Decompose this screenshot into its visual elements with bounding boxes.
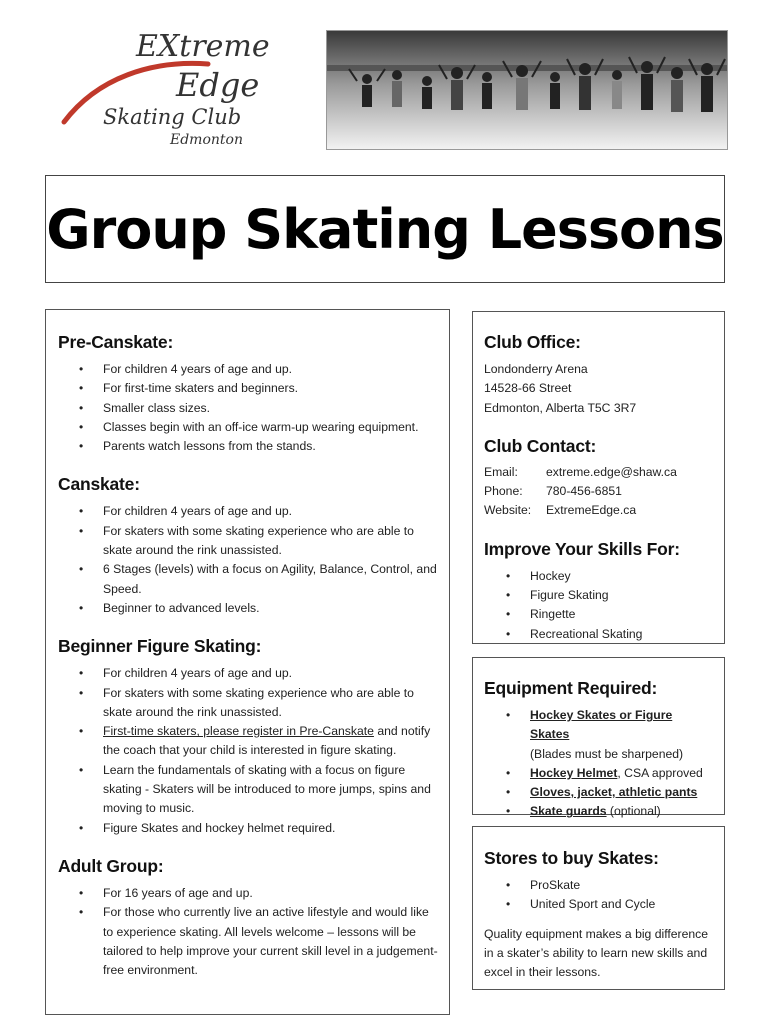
register-notice-rest: and notify the coach that your child is interested in figure skating. — [103, 724, 431, 758]
phone-number: 780-456-6851 — [546, 484, 622, 499]
office-line: Edmonton, Alberta T5C 3R7 — [484, 400, 637, 415]
list-item: • Recreational Skating — [530, 625, 714, 644]
list-item — [103, 722, 439, 761]
beginner-figure-list — [58, 664, 439, 838]
equipment-list — [484, 706, 714, 822]
list-item: • Figure Skating — [530, 586, 714, 605]
gloves-item: Gloves, jacket, athletic pants — [530, 785, 698, 800]
register-notice: First-time skaters, please register in Pre-Canskate — [103, 724, 374, 739]
canskate-section — [58, 474, 439, 618]
adult-group-section — [58, 856, 439, 980]
list-item: • Ringette — [530, 605, 714, 624]
website-label: Website: — [484, 503, 532, 518]
club-info-panel — [472, 311, 725, 644]
club-office-heading: Club Office: — [484, 332, 581, 352]
canskate-list — [58, 502, 439, 618]
guards-item: Skate guards — [530, 804, 607, 819]
list-item: • For children 4 years of age and up. — [103, 502, 439, 521]
list-item: • Figure Skates and hockey helmet required. — [103, 819, 439, 838]
equipment-panel — [472, 657, 725, 819]
skaters-photo — [326, 30, 728, 150]
list-item: • Smaller class sizes. — [103, 399, 439, 418]
title-box — [45, 175, 725, 283]
club-office-section — [484, 332, 714, 418]
list-item: • Classes begin with an off-ice warm-up wearing equipment. — [103, 418, 439, 437]
list-item — [530, 706, 714, 764]
list-item: • For those who currently live an active lifestyle and would like to experience skating. All levels welcome – lessons will be tailored to help improve your current skill level in a judgement-free environment. — [103, 903, 439, 980]
list-item: • ProSkate — [530, 876, 714, 895]
list-item: • For skaters with some skating experience who are able to skate around the rink unassisted. — [103, 684, 439, 723]
improve-section — [484, 539, 714, 644]
logo-line4: Edmonton — [170, 132, 243, 148]
skates-note: (Blades must be sharpened) — [530, 746, 684, 761]
list-item: • For skaters with some skating experience who are able to skate around the rink unassisted. — [103, 522, 439, 561]
list-item: • For children 4 years of age and up. — [103, 664, 439, 683]
logo-line1: EXtreme — [136, 29, 270, 64]
club-logo — [58, 22, 278, 152]
email-label: Email: — [484, 464, 518, 479]
list-item: • For 16 years of age and up. — [103, 884, 439, 903]
list-item: • 6 Stages (levels) with a focus on Agility, Balance, Control, and Speed. — [103, 560, 439, 599]
beginner-figure-heading: Beginner Figure Skating: — [58, 636, 262, 657]
list-item — [530, 802, 714, 821]
logo-line3: Skating Club — [103, 105, 242, 129]
website-link[interactable]: ExtremeEdge.ca — [546, 503, 637, 518]
stores-list — [484, 876, 714, 915]
canskate-heading: Canskate: — [58, 474, 140, 495]
skates-item: Hockey Skates or Figure Skates — [530, 708, 673, 742]
list-item: • Beginner to advanced levels. — [103, 599, 439, 618]
programs-panel — [45, 309, 450, 1015]
precanskate-section — [58, 332, 439, 456]
beginner-figure-section — [58, 636, 439, 838]
improve-list — [484, 567, 714, 644]
list-item: • For first-time skaters and beginners. — [103, 379, 439, 398]
office-line: Londonderry Arena — [484, 362, 588, 376]
improve-heading: Improve Your Skills For: — [484, 538, 680, 559]
page-title: Group Skating Lessons — [46, 197, 724, 261]
phone-label: Phone: — [484, 484, 523, 499]
equipment-heading: Equipment Required: — [484, 678, 658, 698]
list-item: • For children 4 years of age and up. — [103, 360, 439, 379]
helmet-note: , CSA approved — [617, 765, 703, 780]
stores-note: Quality equipment makes a big difference in a skater’s ability to learn new skills and excel in their lessons. — [484, 926, 709, 980]
list-item: • Learn the fundamentals of skating with a focus on figure skating - Skaters will be introduced to more jumps, spins and moving to music. — [103, 761, 439, 819]
email-link[interactable]: extreme.edge@shaw.ca — [546, 464, 677, 479]
list-item: • Parents watch lessons from the stands. — [103, 437, 439, 456]
precanskate-list — [58, 360, 439, 456]
guards-note: (optional) — [606, 804, 661, 819]
stores-heading: Stores to buy Skates: — [484, 848, 659, 868]
precanskate-heading: Pre-Canskate: — [58, 332, 174, 352]
list-item — [530, 783, 714, 802]
helmet-item: Hockey Helmet — [530, 765, 618, 780]
club-contact-heading: Club Contact: — [484, 435, 597, 456]
club-contact-section — [484, 436, 714, 521]
adult-group-heading: Adult Group: — [58, 855, 164, 876]
stores-panel — [472, 826, 725, 990]
office-line: 14528-66 Street — [484, 381, 572, 396]
list-item — [530, 764, 714, 783]
adult-group-list — [58, 884, 439, 980]
list-item: • Hockey — [530, 567, 714, 586]
logo-line2: Edge — [176, 66, 260, 104]
list-item: • United Sport and Cycle — [530, 895, 714, 914]
